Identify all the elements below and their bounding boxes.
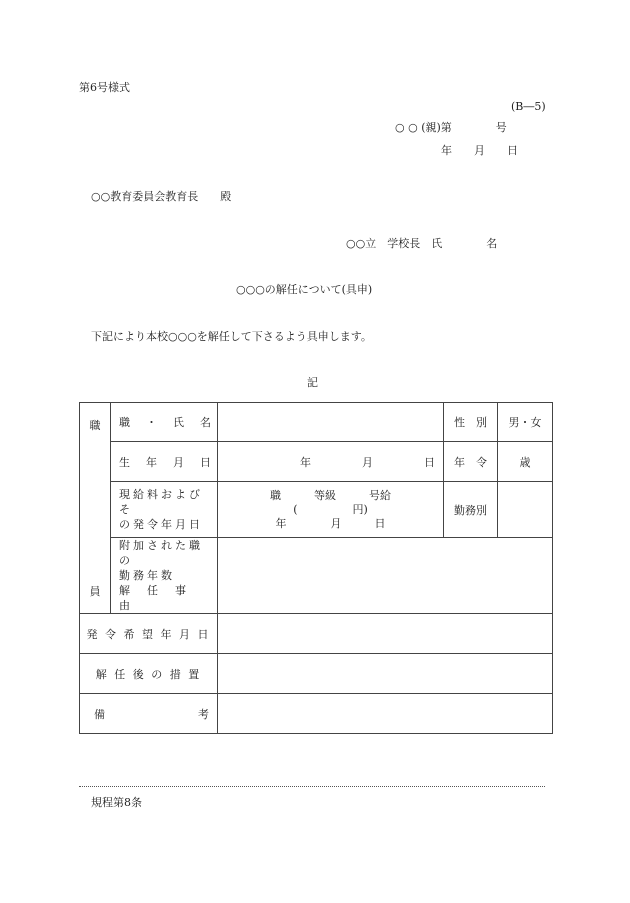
- name-field[interactable]: [218, 403, 444, 442]
- sex-field[interactable]: 男・女: [498, 403, 553, 442]
- ki-heading: 記: [307, 376, 318, 389]
- document-date: 年 月 日: [441, 144, 518, 157]
- age-field[interactable]: 歳: [498, 442, 553, 482]
- remarks-field[interactable]: [218, 694, 553, 734]
- side-top: 職: [89, 419, 101, 432]
- after-measure-label: 解 任 後 の 措 置: [80, 654, 218, 694]
- salary-label: 現給料およびそ の発令年月日: [111, 482, 218, 538]
- body-text: 下記により本校○○○を解任して下さるよう具申します。: [91, 330, 372, 343]
- wish-date-label: 発 令 希 望 年 月 日: [80, 614, 218, 654]
- form-number: 第6号様式: [79, 81, 130, 94]
- age-label: 年 令: [444, 442, 498, 482]
- document-title: ○○○の解任について(具申): [236, 283, 373, 296]
- document-number: ○ ○ (親)第 号: [395, 121, 507, 134]
- name-label: 職 ・ 氏 名: [111, 403, 218, 442]
- after-measure-field[interactable]: [218, 654, 553, 694]
- form-code: (B―5): [511, 100, 546, 113]
- duty-field[interactable]: [498, 482, 553, 538]
- extra-label: 附加された職の 勤務年数 解 任 事 由: [111, 538, 218, 614]
- addressee: ○○教育委員会教育長 殿: [91, 190, 232, 203]
- dotted-divider: [79, 786, 545, 787]
- birth-label: 生 年 月 日: [111, 442, 218, 482]
- birth-field[interactable]: 年 月 日: [218, 442, 444, 482]
- sender: ○○立 学校長 氏 名: [346, 237, 498, 250]
- remarks-label: 備 考: [80, 694, 218, 734]
- side-bottom: 員: [89, 585, 101, 598]
- wish-date-field[interactable]: [218, 614, 553, 654]
- duty-label: 勤務別: [444, 482, 498, 538]
- sex-label: 性 別: [444, 403, 498, 442]
- footer-regulation: 規程第8条: [91, 796, 142, 809]
- report-table: [79, 402, 553, 734]
- extra-field[interactable]: [218, 538, 553, 614]
- staff-side-label: [80, 403, 111, 614]
- salary-field[interactable]: 職 等級 号給 ( 円) 年 月 日: [218, 482, 444, 538]
